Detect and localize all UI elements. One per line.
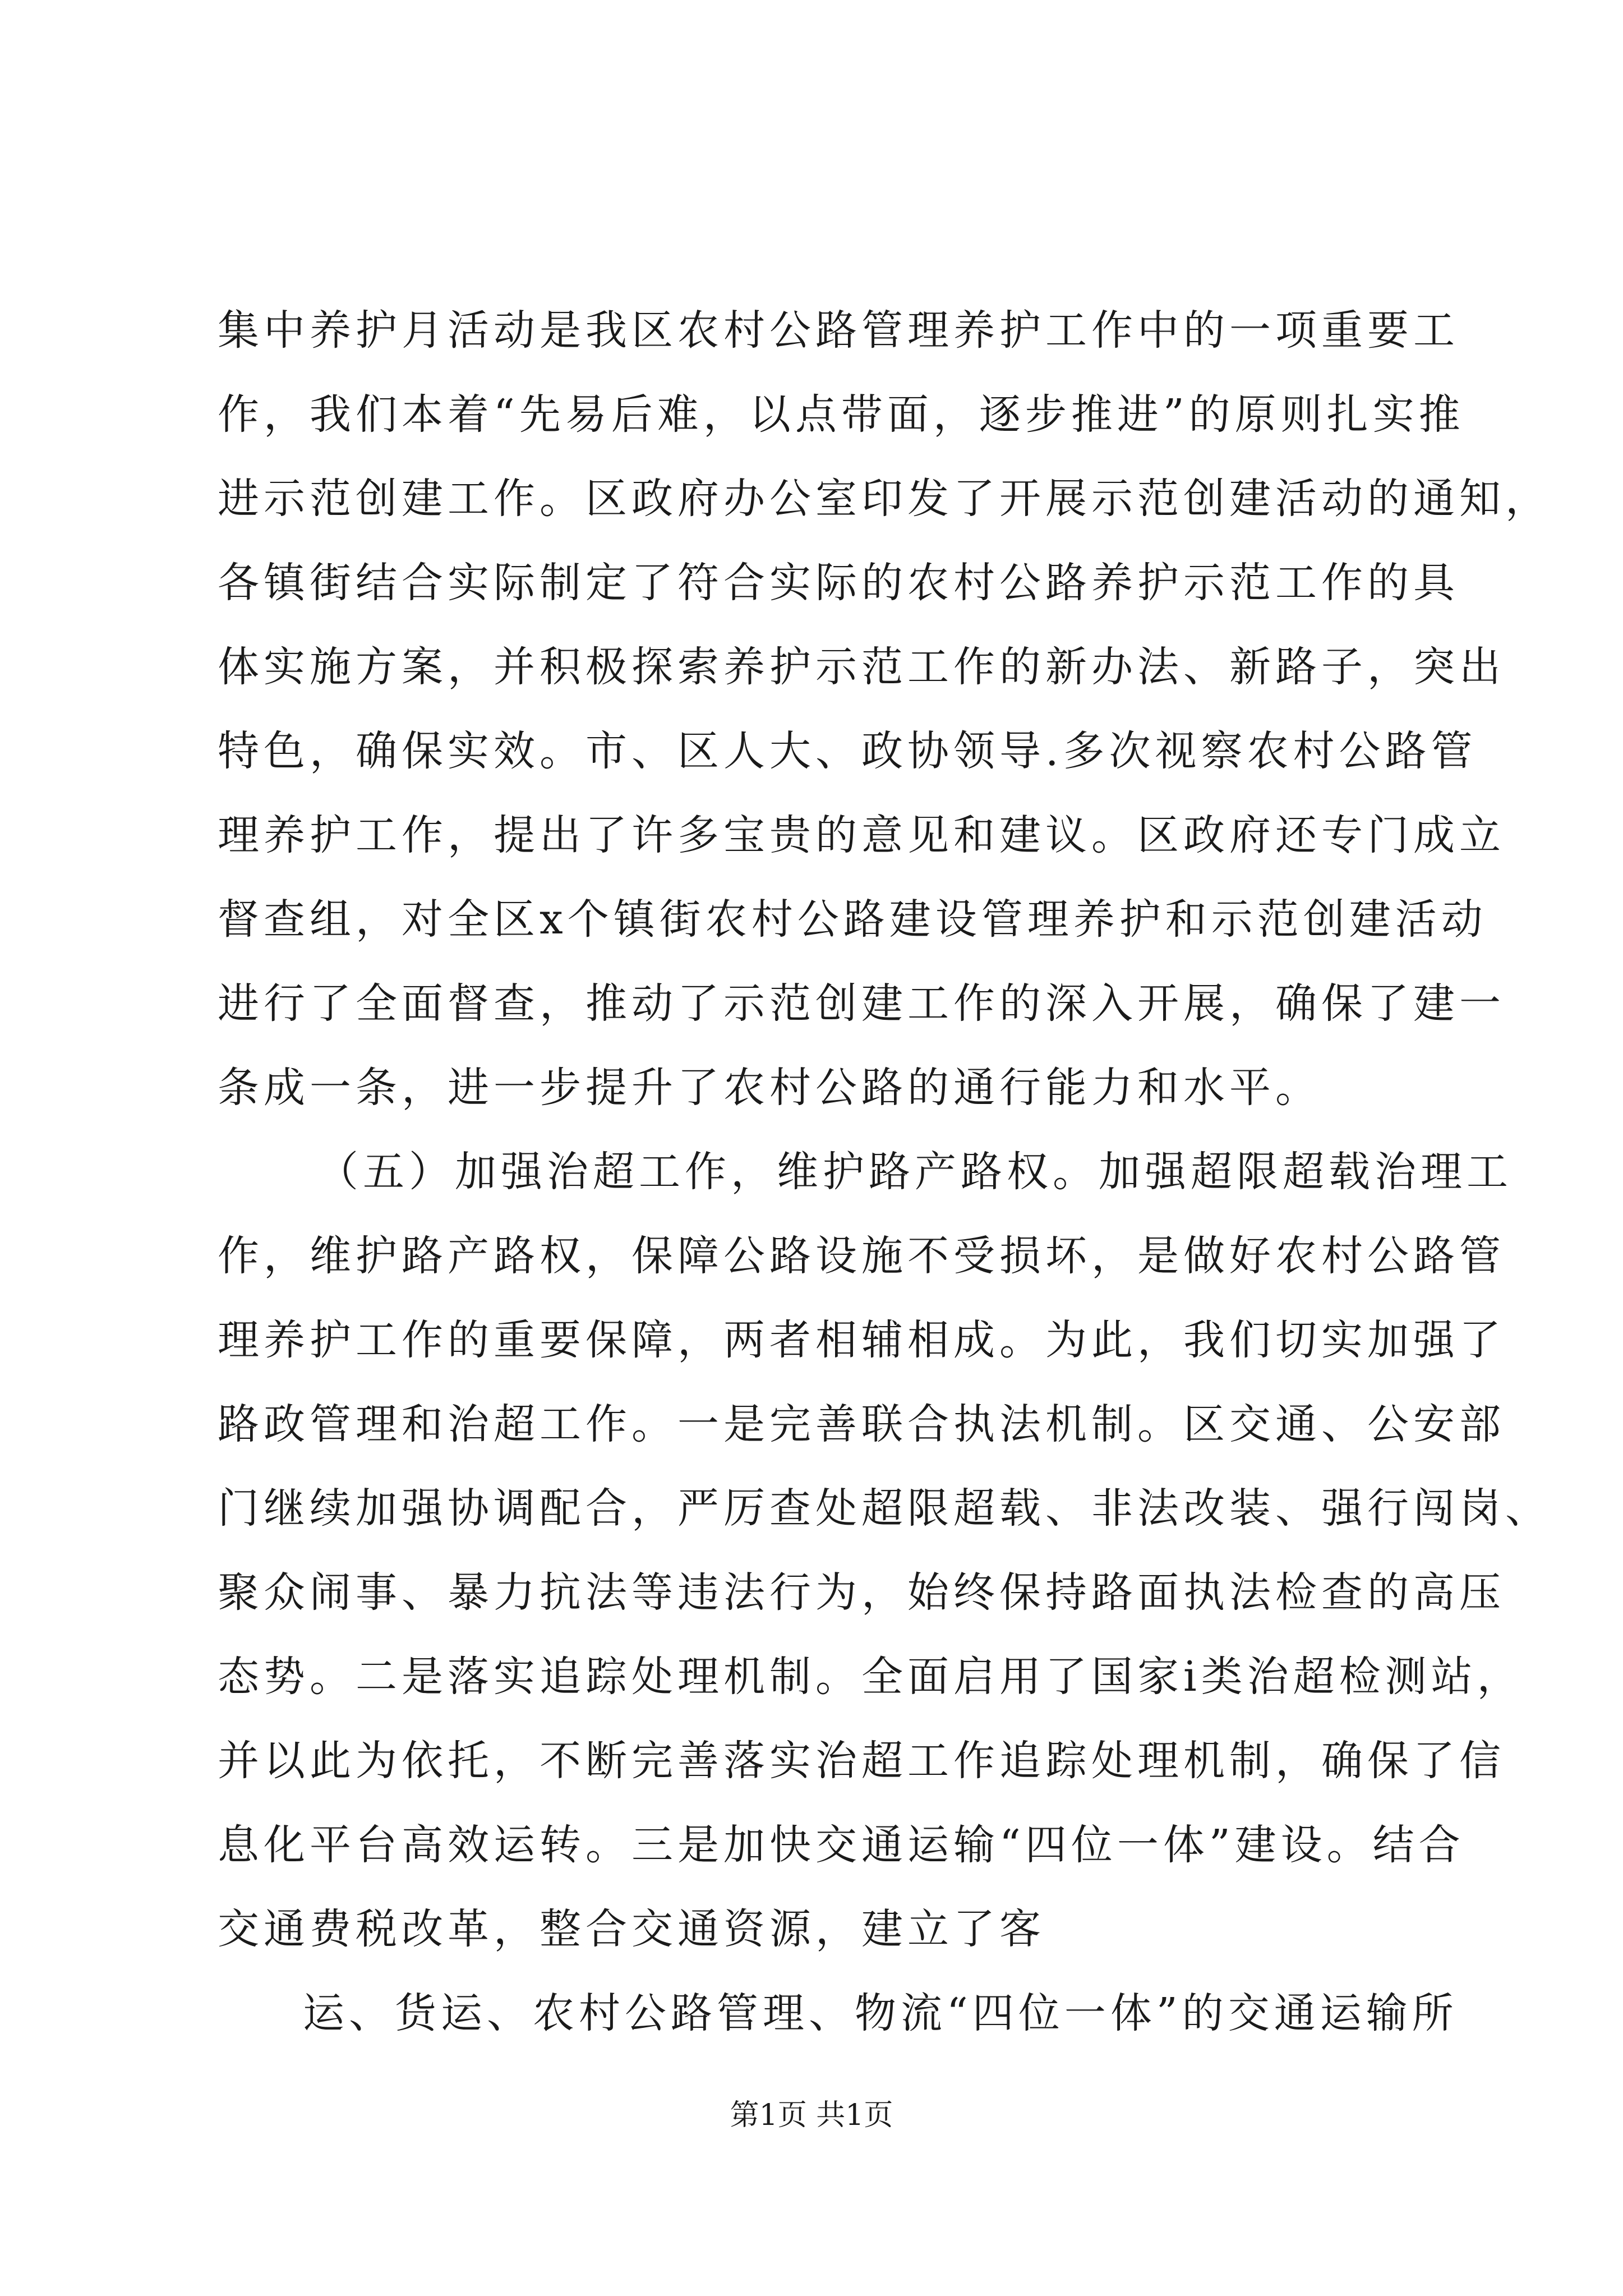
section-heading-line: （五）加强治超工作，维护路产路权。加强超限超载治理工 — [317, 1148, 1513, 1196]
text-line-21: 运、货运、农村公路管理、物流“四位一体”的交通运输所 — [303, 1989, 1458, 2037]
text-line-12: 作，维护路产路权，保障公路设施不受损坏，是做好农村公路管 — [218, 1232, 1505, 1280]
text-line-10: 条成一条，进一步提升了农村公路的通行能力和水平。 — [218, 1064, 1321, 1112]
text-line-5: 体实施方案，并积极探索养护示范工作的新办法、新路子，突出 — [218, 643, 1505, 691]
text-line-13: 理养护工作的重要保障，两者相辅相成。为此，我们切实加强了 — [218, 1316, 1505, 1364]
text-line-1: 集中养护月活动是我区农村公路管理养护工作中的一项重要工 — [218, 306, 1459, 355]
text-line-16: 聚众闹事、暴力抗法等违法行为，始终保持路面执法检查的高压 — [218, 1568, 1505, 1617]
text-line-15: 门继续加强协调配合，严厉查处超限超载、非法改装、强行闯岗、 — [218, 1484, 1551, 1533]
text-line-3: 进示范创建工作。区政府办公室印发了开展示范创建活动的通知， — [218, 475, 1551, 523]
page-footer: 第1页 共1页 — [730, 2099, 893, 2132]
text-line-4: 各镇街结合实际制定了符合实际的农村公路养护示范工作的具 — [218, 559, 1459, 607]
text-line-19: 息化平台高效运转。三是加快交通运输“四位一体”建设。结合 — [218, 1821, 1465, 1869]
text-line-2: 作，我们本着“先易后难，以点带面，逐步推进”的原则扎实推 — [218, 390, 1465, 439]
text-line-8: 督查组，对全区x个镇街农村公路建设管理养护和示范创建活动 — [218, 895, 1487, 944]
text-line-20: 交通费税改革，整合交通资源，建立了客 — [218, 1905, 1045, 1953]
text-line-18: 并以此为依托，不断完善落实治超工作追踪处理机制，确保了信 — [218, 1737, 1505, 1785]
text-line-17: 态势。二是落实追踪处理机制。全面启用了国家i类治超检测站， — [218, 1653, 1523, 1701]
text-line-7: 理养护工作，提出了许多宝贵的意见和建议。区政府还专门成立 — [218, 811, 1505, 859]
text-line-14: 路政管理和治超工作。一是完善联合执法机制。区交通、公安部 — [218, 1400, 1505, 1448]
text-line-6: 特色，确保实效。市、区人大、政协领导.多次视察农村公路管 — [218, 727, 1477, 775]
text-line-9: 进行了全面督查，推动了示范创建工作的深入开展，确保了建一 — [218, 979, 1505, 1028]
